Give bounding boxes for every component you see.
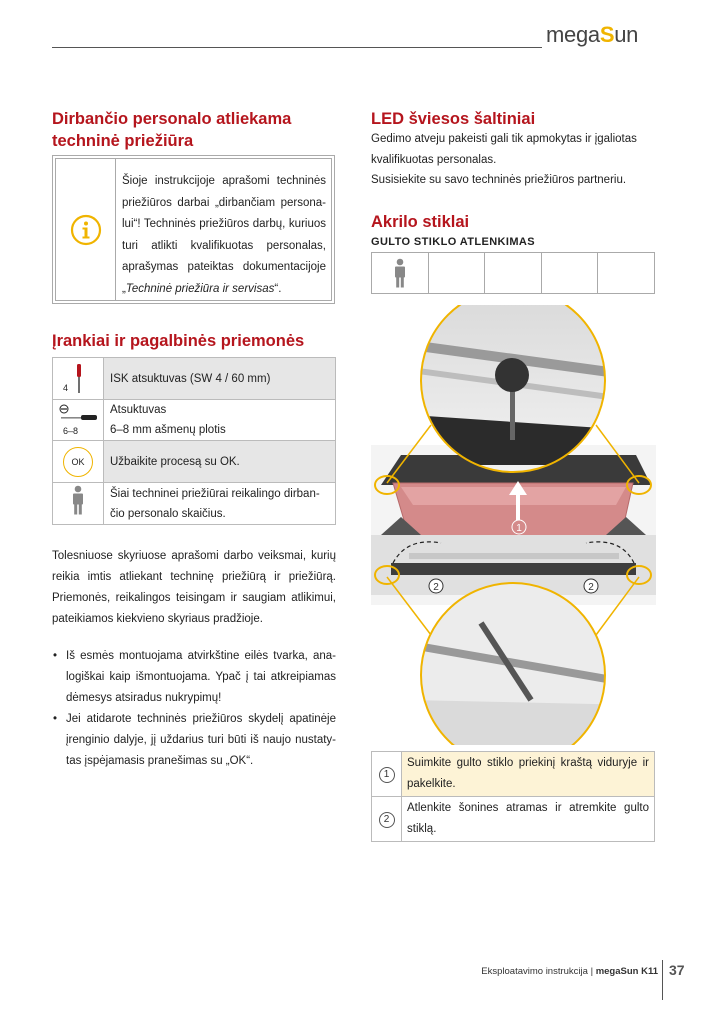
table-cell	[541, 253, 598, 293]
table-row	[53, 358, 336, 400]
ok-icon: OK	[53, 441, 104, 483]
staff-table	[371, 252, 655, 294]
table-row	[53, 400, 336, 441]
tools-table	[52, 357, 336, 525]
table-cell	[484, 253, 541, 293]
flat-screwdriver-icon: 6–8	[53, 400, 104, 441]
photo-label-1: 1	[516, 523, 522, 534]
step-text: Suimkite gulto stiklo priekinį kraštą viduryje ir pakelkite.	[402, 752, 655, 797]
step-number: 1	[372, 752, 402, 797]
footer-doc-title: Eksploatavimo instrukcija | megaSun K11	[481, 966, 658, 977]
tool-label: ISK atsuktuvas (SW 4 / 60 mm)	[104, 358, 336, 400]
person-icon	[372, 253, 428, 293]
tool-label: Atsuktuvas 6–8 mm ašmenų plotis	[104, 400, 336, 441]
photo-label-2b: 2	[588, 582, 594, 593]
subsection-title: GULTO STIKLO ATLENKIMAS	[371, 236, 536, 248]
step-text: Atlenkite šonines atramas ir atremkite gulto stiklą.	[402, 797, 655, 842]
table-row	[53, 483, 336, 525]
table-row	[372, 752, 655, 797]
footer-divider	[662, 960, 663, 1000]
table-row	[53, 441, 336, 483]
tool-label: Užbaikite procesą su OK.	[104, 441, 336, 483]
led-text-1: Gedimo atveju pakeisti gali tik apmokytas ir įgaliotas kvalifikuotas personalas.	[371, 133, 637, 166]
header-rule	[52, 47, 542, 48]
info-box	[52, 155, 335, 304]
screwdriver-allen-icon: 4	[53, 358, 104, 400]
led-text-2: Susisiekite su savo techninės priežiūros partneriu.	[371, 174, 627, 186]
notes-list	[52, 646, 336, 772]
section-title-tools: Įrankiai ir pagalbinės priemonės	[52, 332, 305, 350]
section-title-maintenance: Dirbančio personalo atliekama techninė priežiūra	[52, 110, 292, 150]
table-cell	[597, 253, 654, 293]
table-cell	[428, 253, 485, 293]
section-title-acrylic: Akrilo stiklai	[371, 213, 470, 231]
info-text: Šioje instrukcijoje aprašomi techninės priežiūros darbai „dirbančiam personalui“! Techninės priežiūros darbų, kuriuos turi atlikti kvalifikuotas personalas, aprašymas pateiktas dokumentacijoje „Techninė priežiūra ir servisas“.	[122, 175, 326, 295]
intro-paragraph: Tolesniuose skyriuose aprašomi darbo veiksmai, kurių reikia imtis atliekant techninę priežiūrą ir priežiūrą. Priemonės, reikalingos teisingam ir saugiam atlikimui, pateikiamos kiekvieno skyriaus pradžioje.	[52, 550, 336, 625]
tool-label: Šiai techninei priežiūrai reikalingo dirban- čio personalo skaičius.	[104, 483, 336, 525]
steps-table	[371, 751, 655, 842]
page-number: 37	[669, 962, 685, 978]
brand-logo: megaSun	[546, 22, 639, 47]
list-item: • Iš esmės montuojama atvirkštine eilės tvarka, analogiškai kaip išmontuojama. Ypač į tai atkreipiamas dėmesys atsiradus nukrypimų!	[52, 646, 336, 709]
info-icon	[56, 159, 116, 300]
section-title-led: LED šviesos šaltiniai	[371, 110, 536, 128]
acrylic-glass-illustration	[371, 305, 656, 745]
person-icon	[53, 483, 104, 525]
table-row	[372, 797, 655, 842]
step-number: 2	[372, 797, 402, 842]
photo-label-2a: 2	[433, 582, 439, 593]
list-item: • Jei atidarote techninės priežiūros skydelį apatinėje įrenginio dalyje, jį uždarius turi būti iš naujo nustatytas įspėjamasis pranešimas su „OK“.	[52, 709, 336, 772]
